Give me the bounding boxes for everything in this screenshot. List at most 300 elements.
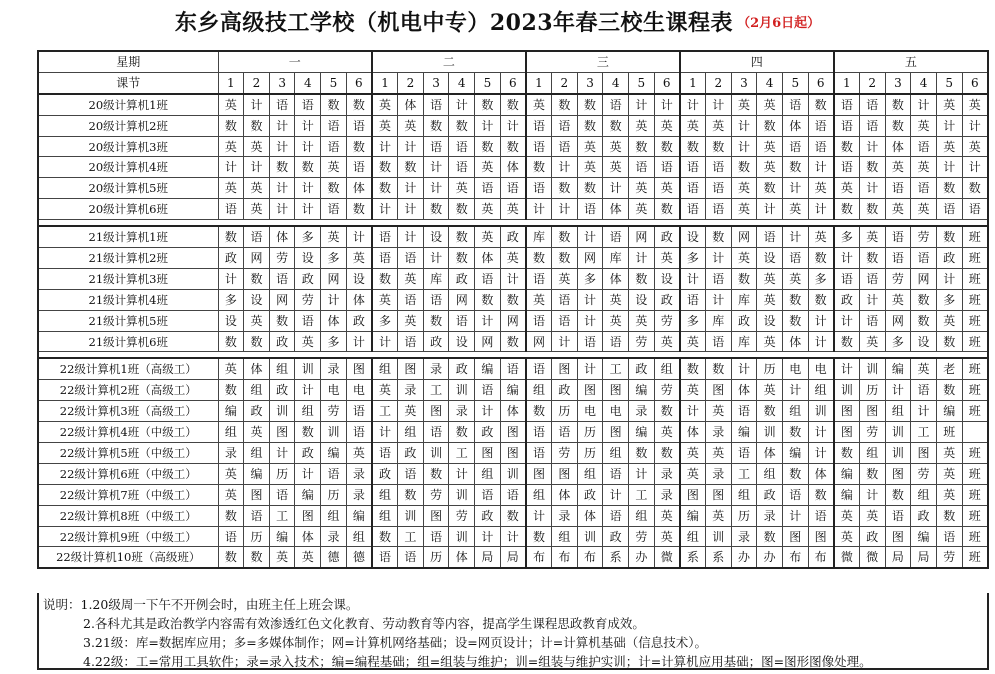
course-cell: 编 bbox=[629, 422, 655, 443]
course-cell: 英 bbox=[859, 331, 885, 352]
schedule-body bbox=[38, 51, 988, 568]
course-cell: 数 bbox=[449, 248, 475, 269]
course-cell: 数 bbox=[552, 178, 578, 199]
course-cell: 英 bbox=[244, 422, 270, 443]
course-cell: 工 bbox=[449, 443, 475, 464]
course-cell: 语 bbox=[808, 505, 834, 526]
course-cell: 语 bbox=[885, 226, 911, 247]
course-cell: 语 bbox=[423, 94, 449, 115]
course-cell: 图 bbox=[705, 484, 731, 505]
course-cell: 组 bbox=[552, 526, 578, 547]
course-cell: 语 bbox=[603, 505, 629, 526]
course-cell: 计 bbox=[936, 157, 962, 178]
course-cell: 微 bbox=[654, 547, 680, 568]
course-cell: 训 bbox=[859, 358, 885, 379]
course-cell: 语 bbox=[500, 178, 526, 199]
course-cell: 组 bbox=[911, 484, 937, 505]
course-cell: 英 bbox=[654, 248, 680, 269]
course-cell: 电 bbox=[321, 380, 347, 401]
course-cell: 英 bbox=[731, 178, 757, 199]
course-cell: 录 bbox=[757, 505, 783, 526]
course-cell: 英 bbox=[936, 484, 962, 505]
course-cell: 系 bbox=[680, 547, 706, 568]
period-number: 3 bbox=[731, 72, 757, 93]
course-cell: 英 bbox=[244, 136, 270, 157]
course-cell: 计 bbox=[962, 115, 988, 136]
course-cell: 计 bbox=[526, 199, 552, 220]
course-cell: 语 bbox=[603, 226, 629, 247]
course-cell: 训 bbox=[449, 526, 475, 547]
course-cell: 图 bbox=[808, 526, 834, 547]
title-bar bbox=[0, 6, 995, 42]
course-cell: 计 bbox=[500, 115, 526, 136]
course-cell: 图 bbox=[500, 443, 526, 464]
class-name: 22级计算机9班（中级工） bbox=[38, 526, 218, 547]
course-cell: 计 bbox=[552, 157, 578, 178]
course-cell: 计 bbox=[295, 115, 321, 136]
course-cell: 数 bbox=[295, 157, 321, 178]
course-cell: 语 bbox=[859, 115, 885, 136]
course-cell: 历 bbox=[244, 526, 270, 547]
course-cell: 计 bbox=[629, 463, 655, 484]
course-cell: 编 bbox=[834, 484, 860, 505]
course-cell: 图 bbox=[577, 380, 603, 401]
course-cell: 语 bbox=[449, 157, 475, 178]
course-cell: 语 bbox=[552, 310, 578, 331]
course-cell: 图 bbox=[834, 401, 860, 422]
course-cell: 语 bbox=[834, 268, 860, 289]
course-cell: 体 bbox=[603, 268, 629, 289]
course-cell: 录 bbox=[654, 463, 680, 484]
course-cell: 库 bbox=[705, 310, 731, 331]
period-number: 4 bbox=[603, 72, 629, 93]
course-cell: 计 bbox=[731, 358, 757, 379]
period-number: 3 bbox=[577, 72, 603, 93]
course-cell: 计 bbox=[423, 178, 449, 199]
course-cell: 电 bbox=[577, 401, 603, 422]
course-cell: 英 bbox=[705, 115, 731, 136]
course-cell: 计 bbox=[680, 401, 706, 422]
course-cell: 历 bbox=[423, 547, 449, 568]
course-cell: 英 bbox=[936, 463, 962, 484]
course-cell: 英 bbox=[449, 178, 475, 199]
course-cell: 语 bbox=[731, 401, 757, 422]
period-number: 3 bbox=[885, 72, 911, 93]
course-cell: 数 bbox=[936, 380, 962, 401]
day-header: 二 bbox=[372, 51, 526, 72]
course-cell: 英 bbox=[911, 157, 937, 178]
course-cell: 计 bbox=[859, 136, 885, 157]
course-cell: 图 bbox=[500, 422, 526, 443]
course-cell: 数 bbox=[629, 268, 655, 289]
course-cell: 语 bbox=[423, 526, 449, 547]
course-cell: 政 bbox=[911, 505, 937, 526]
course-cell: 数 bbox=[423, 199, 449, 220]
course-cell: 计 bbox=[269, 443, 295, 464]
course-cell: 组 bbox=[372, 484, 398, 505]
course-cell: 数 bbox=[218, 115, 244, 136]
course-cell: 办 bbox=[629, 547, 655, 568]
course-cell: 计 bbox=[705, 248, 731, 269]
course-cell: 政 bbox=[372, 463, 398, 484]
course-cell: 语 bbox=[423, 422, 449, 443]
class-name: 22级计算机3班（高级工） bbox=[38, 401, 218, 422]
course-cell: 英 bbox=[757, 157, 783, 178]
course-cell: 语 bbox=[346, 157, 372, 178]
course-cell: 计 bbox=[808, 331, 834, 352]
course-cell: 设 bbox=[218, 310, 244, 331]
course-cell: 多 bbox=[885, 331, 911, 352]
course-cell: 英 bbox=[218, 484, 244, 505]
period-number: 1 bbox=[680, 72, 706, 93]
course-cell: 语 bbox=[244, 505, 270, 526]
course-cell: 计 bbox=[269, 115, 295, 136]
course-cell: 数 bbox=[526, 401, 552, 422]
course-cell: 体 bbox=[244, 358, 270, 379]
course-cell: 体 bbox=[398, 94, 424, 115]
course-cell: 图 bbox=[705, 380, 731, 401]
course-cell: 历 bbox=[577, 422, 603, 443]
course-cell: 微 bbox=[859, 547, 885, 568]
course-cell: 数 bbox=[577, 94, 603, 115]
course-cell: 语 bbox=[526, 178, 552, 199]
course-cell: 录 bbox=[654, 484, 680, 505]
course-cell: 编 bbox=[500, 380, 526, 401]
period-number: 4 bbox=[757, 72, 783, 93]
course-cell: 网 bbox=[911, 268, 937, 289]
course-cell: 英 bbox=[834, 505, 860, 526]
course-cell: 数 bbox=[244, 331, 270, 352]
course-cell: 数 bbox=[911, 310, 937, 331]
course-cell: 计 bbox=[577, 289, 603, 310]
class-name: 21级计算机3班 bbox=[38, 268, 218, 289]
course-cell: 数 bbox=[705, 226, 731, 247]
course-cell: 班 bbox=[962, 331, 988, 352]
table-row bbox=[38, 547, 988, 568]
course-cell: 编 bbox=[475, 358, 501, 379]
course-cell: 英 bbox=[244, 310, 270, 331]
class-name: 21级计算机1班 bbox=[38, 226, 218, 247]
course-cell: 图 bbox=[552, 463, 578, 484]
course-cell: 计 bbox=[244, 157, 270, 178]
table-row bbox=[38, 505, 988, 526]
course-cell: 体 bbox=[577, 505, 603, 526]
course-cell: 图 bbox=[885, 463, 911, 484]
course-cell: 英 bbox=[654, 331, 680, 352]
course-cell: 语 bbox=[526, 115, 552, 136]
course-cell: 计 bbox=[552, 331, 578, 352]
course-cell: 英 bbox=[654, 526, 680, 547]
course-cell: 政 bbox=[603, 526, 629, 547]
course-cell: 劳 bbox=[629, 526, 655, 547]
course-cell: 班 bbox=[936, 422, 962, 443]
course-cell: 录 bbox=[629, 401, 655, 422]
course-cell: 局 bbox=[911, 547, 937, 568]
course-cell: 语 bbox=[372, 248, 398, 269]
course-cell: 英 bbox=[808, 226, 834, 247]
course-cell: 数 bbox=[449, 226, 475, 247]
course-cell: 多 bbox=[321, 331, 347, 352]
course-cell: 录 bbox=[398, 380, 424, 401]
course-cell: 组 bbox=[654, 358, 680, 379]
course-cell: 计 bbox=[808, 310, 834, 331]
course-cell: 语 bbox=[885, 248, 911, 269]
course-cell: 语 bbox=[398, 463, 424, 484]
course-cell: 语 bbox=[552, 136, 578, 157]
course-cell: 计 bbox=[731, 136, 757, 157]
course-cell: 计 bbox=[244, 94, 270, 115]
course-cell: 英 bbox=[654, 115, 680, 136]
course-cell: 设 bbox=[449, 331, 475, 352]
course-cell: 组 bbox=[526, 380, 552, 401]
course-cell: 计 bbox=[423, 157, 449, 178]
course-cell: 系 bbox=[603, 547, 629, 568]
course-cell: 语 bbox=[577, 331, 603, 352]
class-name: 20级计算机4班 bbox=[38, 157, 218, 178]
course-cell: 组 bbox=[603, 443, 629, 464]
course-cell: 政 bbox=[654, 289, 680, 310]
course-cell: 图 bbox=[423, 505, 449, 526]
course-cell: 劳 bbox=[552, 443, 578, 464]
course-cell: 语 bbox=[269, 94, 295, 115]
course-cell: 系 bbox=[705, 547, 731, 568]
course-cell: 数 bbox=[244, 115, 270, 136]
table-row bbox=[38, 178, 988, 199]
course-cell: 数 bbox=[449, 115, 475, 136]
table-row bbox=[38, 380, 988, 401]
course-cell: 工 bbox=[731, 463, 757, 484]
course-cell: 数 bbox=[654, 443, 680, 464]
course-cell: 计 bbox=[449, 463, 475, 484]
course-cell: 历 bbox=[859, 380, 885, 401]
course-cell: 语 bbox=[654, 157, 680, 178]
course-cell: 数 bbox=[500, 289, 526, 310]
course-cell: 库 bbox=[603, 248, 629, 269]
course-cell: 数 bbox=[346, 136, 372, 157]
class-name: 20级计算机6班 bbox=[38, 199, 218, 220]
note-3: 3.21级：库=数据库应用；多=多媒体制作；网=计算机网络基础；设=网页设计；计=计算机基础（信息技术）。 bbox=[83, 635, 707, 650]
course-cell: 英 bbox=[475, 199, 501, 220]
course-cell: 计 bbox=[398, 199, 424, 220]
course-cell: 班 bbox=[962, 248, 988, 269]
course-cell: 图 bbox=[269, 422, 295, 443]
course-cell: 计 bbox=[346, 226, 372, 247]
course-cell: 体 bbox=[500, 157, 526, 178]
course-cell: 网 bbox=[475, 331, 501, 352]
course-cell: 计 bbox=[936, 268, 962, 289]
period-number: 2 bbox=[859, 72, 885, 93]
course-cell: 网 bbox=[321, 268, 347, 289]
course-cell: 组 bbox=[244, 443, 270, 464]
course-cell: 数 bbox=[834, 443, 860, 464]
course-cell: 计 bbox=[372, 422, 398, 443]
course-cell: 班 bbox=[962, 505, 988, 526]
course-cell: 英 bbox=[218, 94, 244, 115]
course-cell: 英 bbox=[757, 380, 783, 401]
course-cell: 多 bbox=[577, 268, 603, 289]
period-number: 1 bbox=[372, 72, 398, 93]
course-cell: 多 bbox=[680, 248, 706, 269]
header-row-days bbox=[38, 51, 988, 72]
course-cell: 数 bbox=[346, 199, 372, 220]
course-cell: 库 bbox=[731, 289, 757, 310]
period-number: 2 bbox=[705, 72, 731, 93]
course-cell: 英 bbox=[244, 199, 270, 220]
course-cell: 组 bbox=[859, 443, 885, 464]
course-cell: 布 bbox=[782, 547, 808, 568]
course-cell: 政 bbox=[423, 331, 449, 352]
course-cell: 网 bbox=[885, 310, 911, 331]
course-cell: 数 bbox=[629, 136, 655, 157]
course-cell: 英 bbox=[500, 248, 526, 269]
course-cell: 训 bbox=[423, 443, 449, 464]
course-cell: 计 bbox=[269, 136, 295, 157]
period-number: 1 bbox=[526, 72, 552, 93]
course-cell: 计 bbox=[577, 358, 603, 379]
course-cell: 英 bbox=[372, 94, 398, 115]
course-cell: 语 bbox=[475, 380, 501, 401]
course-cell: 组 bbox=[526, 484, 552, 505]
course-cell: 数 bbox=[757, 401, 783, 422]
course-cell: 图 bbox=[244, 484, 270, 505]
course-cell: 计 bbox=[398, 226, 424, 247]
course-cell: 政 bbox=[936, 248, 962, 269]
course-cell: 计 bbox=[475, 401, 501, 422]
course-cell: 英 bbox=[654, 422, 680, 443]
course-cell: 录 bbox=[552, 505, 578, 526]
period-number: 6 bbox=[346, 72, 372, 93]
course-cell: 英 bbox=[757, 331, 783, 352]
course-cell: 数 bbox=[552, 94, 578, 115]
course-cell: 编 bbox=[244, 463, 270, 484]
course-cell: 编 bbox=[731, 422, 757, 443]
course-cell: 计 bbox=[526, 505, 552, 526]
course-cell: 政 bbox=[629, 358, 655, 379]
course-cell: 语 bbox=[834, 94, 860, 115]
course-cell: 数 bbox=[680, 136, 706, 157]
course-cell: 劳 bbox=[911, 226, 937, 247]
course-cell: 政 bbox=[859, 526, 885, 547]
course-cell: 语 bbox=[500, 484, 526, 505]
class-name: 21级计算机4班 bbox=[38, 289, 218, 310]
course-cell: 计 bbox=[398, 178, 424, 199]
table-row bbox=[38, 248, 988, 269]
course-cell: 语 bbox=[526, 358, 552, 379]
course-cell: 政 bbox=[218, 248, 244, 269]
course-cell: 数 bbox=[782, 422, 808, 443]
course-cell: 电 bbox=[603, 401, 629, 422]
course-cell: 英 bbox=[218, 463, 244, 484]
course-cell: 数 bbox=[859, 199, 885, 220]
course-cell: 体 bbox=[782, 115, 808, 136]
course-cell: 训 bbox=[757, 422, 783, 443]
course-cell: 数 bbox=[757, 178, 783, 199]
course-cell: 编 bbox=[834, 463, 860, 484]
course-cell: 劳 bbox=[295, 289, 321, 310]
course-cell: 劳 bbox=[654, 310, 680, 331]
course-cell: 英 bbox=[757, 268, 783, 289]
course-cell: 劳 bbox=[911, 463, 937, 484]
course-cell: 政 bbox=[654, 226, 680, 247]
course-cell: 数 bbox=[808, 289, 834, 310]
course-cell: 训 bbox=[705, 526, 731, 547]
course-cell: 编 bbox=[295, 484, 321, 505]
course-cell: 计 bbox=[757, 199, 783, 220]
course-cell: 设 bbox=[757, 248, 783, 269]
course-cell: 劳 bbox=[654, 380, 680, 401]
course-cell: 组 bbox=[321, 505, 347, 526]
course-cell: 图 bbox=[346, 358, 372, 379]
course-cell: 录 bbox=[321, 358, 347, 379]
course-cell: 设 bbox=[680, 226, 706, 247]
course-cell: 英 bbox=[475, 157, 501, 178]
course-cell: 政 bbox=[346, 310, 372, 331]
course-cell: 语 bbox=[321, 115, 347, 136]
course-cell: 数 bbox=[398, 157, 424, 178]
course-cell: 数 bbox=[654, 199, 680, 220]
course-cell: 计 bbox=[295, 380, 321, 401]
course-cell: 数 bbox=[577, 115, 603, 136]
course-cell: 语 bbox=[782, 136, 808, 157]
course-cell: 计 bbox=[295, 178, 321, 199]
course-cell: 训 bbox=[449, 484, 475, 505]
course-cell: 数 bbox=[244, 268, 270, 289]
course-cell: 录 bbox=[449, 401, 475, 422]
course-cell: 语 bbox=[680, 178, 706, 199]
course-cell: 语 bbox=[859, 94, 885, 115]
course-cell: 英 bbox=[475, 226, 501, 247]
course-cell: 语 bbox=[552, 422, 578, 443]
course-cell: 计 bbox=[808, 422, 834, 443]
course-cell: 计 bbox=[859, 484, 885, 505]
course-cell: 图 bbox=[603, 422, 629, 443]
course-cell: 语 bbox=[218, 526, 244, 547]
course-cell: 组 bbox=[398, 422, 424, 443]
course-cell: 数 bbox=[372, 178, 398, 199]
course-cell: 语 bbox=[834, 157, 860, 178]
course-cell: 英 bbox=[372, 289, 398, 310]
course-cell: 语 bbox=[218, 199, 244, 220]
course-cell: 语 bbox=[475, 268, 501, 289]
day-header: 四 bbox=[680, 51, 834, 72]
course-cell: 政 bbox=[757, 484, 783, 505]
course-cell: 数 bbox=[346, 94, 372, 115]
class-name: 22级计算机8班（中级工） bbox=[38, 505, 218, 526]
course-cell: 图 bbox=[885, 526, 911, 547]
course-cell: 语 bbox=[834, 115, 860, 136]
course-cell: 计 bbox=[782, 178, 808, 199]
course-cell: 体 bbox=[500, 401, 526, 422]
course-cell: 计 bbox=[911, 401, 937, 422]
course-cell: 英 bbox=[372, 115, 398, 136]
course-cell: 组 bbox=[372, 505, 398, 526]
course-cell: 数 bbox=[808, 484, 834, 505]
course-cell: 布 bbox=[526, 547, 552, 568]
course-cell: 图 bbox=[398, 358, 424, 379]
course-cell: 英 bbox=[321, 157, 347, 178]
course-cell: 网 bbox=[269, 289, 295, 310]
course-cell: 网 bbox=[449, 289, 475, 310]
notes-section bbox=[37, 593, 989, 670]
course-cell: 组 bbox=[808, 380, 834, 401]
course-cell: 数 bbox=[654, 401, 680, 422]
table-row bbox=[38, 199, 988, 220]
course-cell: 多 bbox=[295, 226, 321, 247]
course-cell: 组 bbox=[244, 380, 270, 401]
course-cell: 计 bbox=[705, 289, 731, 310]
course-cell: 计 bbox=[577, 310, 603, 331]
course-cell: 编 bbox=[680, 505, 706, 526]
